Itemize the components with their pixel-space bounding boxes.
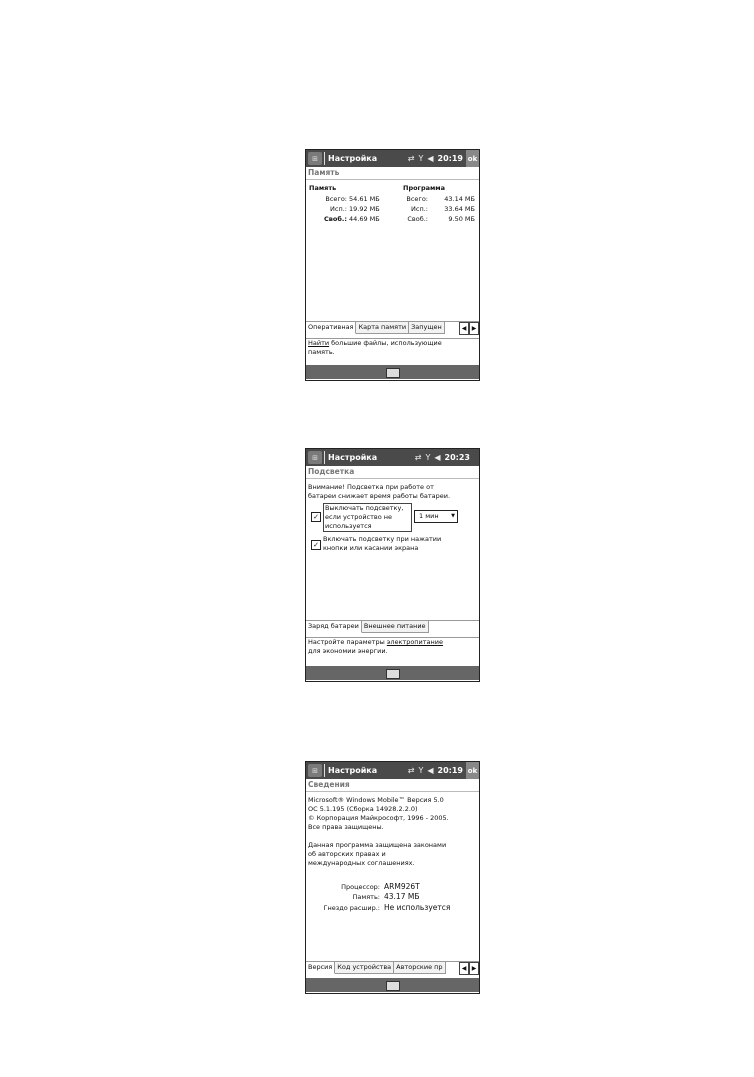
legal-line-3: международных соглашениях. [308, 859, 415, 867]
version-line-2: ОС 5.1.195 (Сборка 14928.2.2.0) [308, 805, 418, 813]
app-title: Настройка [328, 154, 378, 163]
program-title: Программа [403, 184, 446, 192]
signal-icon[interactable]: Y [418, 766, 424, 775]
tab-left-arrow-icon[interactable]: ◀ [459, 322, 469, 335]
signal-icon[interactable]: Y [425, 453, 431, 462]
volume-icon[interactable]: ◀ [427, 154, 434, 163]
processor-label: Процессор: [341, 883, 380, 891]
memory-label: Память: [352, 893, 380, 901]
prog-total-value: 43.14 МБ [444, 195, 475, 203]
note-text: Настройте параметры [308, 638, 387, 646]
divider [324, 152, 325, 165]
connectivity-icon[interactable]: ⇄ [407, 766, 415, 775]
mem-used-value: 19.92 МБ [349, 205, 380, 213]
note-text-2: память. [308, 348, 335, 356]
cb2-line-2: кнопки или касании экрана [323, 544, 419, 552]
timeout-select-value: 1 мин [419, 512, 439, 520]
connectivity-icon[interactable]: ⇄ [414, 453, 422, 462]
cb1-line-1: Выключать подсветку, [325, 504, 404, 512]
tab-ram[interactable]: Оперативная [306, 322, 356, 334]
clock[interactable]: 20:23 [444, 453, 470, 462]
volume-icon[interactable]: ◀ [434, 453, 441, 462]
cb1-line-2: если устройство не [325, 513, 393, 521]
connectivity-icon[interactable]: ⇄ [407, 154, 415, 163]
start-menu-icon[interactable]: ⊞ [308, 152, 322, 165]
mem-total-label: Всего: [325, 195, 347, 203]
note [306, 338, 479, 357]
divider [324, 451, 325, 464]
note [306, 637, 479, 656]
tab-battery[interactable]: Заряд батареи [306, 621, 362, 633]
title-bar [306, 150, 479, 167]
version-line-3: © Корпорация Майкрософт, 1996 - 2005. [308, 814, 449, 822]
legal-line-1: Данная программа защищена законами [308, 841, 447, 849]
prog-used-value: 33.64 МБ [444, 205, 475, 213]
menu-bar [306, 365, 479, 379]
tab-copyrights[interactable]: Авторские пр [394, 962, 445, 974]
memory-value: 43.17 МБ [384, 892, 420, 901]
prog-free-value: 9.50 МБ [448, 215, 475, 223]
prog-total-label: Всего: [406, 195, 428, 203]
mem-free-label: Своб.: [324, 215, 347, 223]
ok-button[interactable]: ok [466, 762, 479, 779]
prog-free-label: Своб.: [407, 215, 428, 223]
chevron-down-icon: ▼ [451, 513, 455, 519]
version-line-1: Microsoft® Windows Mobile™ Версия 5.0 [308, 796, 444, 804]
warning-line-2: батареи снижает время работы батареи. [308, 492, 451, 500]
start-menu-icon[interactable]: ⊞ [308, 764, 322, 777]
tab-left-arrow-icon[interactable]: ◀ [459, 962, 469, 975]
tab-strip [306, 961, 479, 974]
screen-about [305, 761, 480, 994]
menu-bar [306, 978, 479, 992]
tab-strip [306, 321, 479, 334]
power-link[interactable]: электропитание [386, 638, 444, 646]
checkbox-on-press[interactable]: ✓ [311, 540, 321, 550]
mem-free-value: 44.69 МБ [349, 215, 380, 223]
keyboard-icon[interactable] [386, 669, 400, 679]
find-link[interactable]: Найти [308, 339, 330, 347]
note-text: большие файлы, использующие [329, 339, 442, 347]
divider [324, 764, 325, 777]
start-menu-icon[interactable]: ⊞ [308, 451, 322, 464]
clock[interactable]: 20:19 [437, 154, 463, 163]
tab-storage-card[interactable]: Карта памяти [356, 322, 409, 334]
app-title: Настройка [328, 453, 378, 462]
tab-right-arrow-icon[interactable]: ▶ [469, 322, 479, 335]
mem-total-value: 54.61 МБ [349, 195, 380, 203]
tab-version[interactable]: Версия [306, 962, 335, 974]
legal-line-2: об авторских правах и [308, 850, 386, 858]
version-line-4: Все права защищены. [308, 823, 384, 831]
tab-right-arrow-icon[interactable]: ▶ [469, 962, 479, 975]
checkbox-auto-off[interactable]: ✓ [311, 512, 321, 522]
slot-label: Гнездо расшир.: [323, 904, 380, 912]
processor-value: ARM926T [384, 882, 420, 891]
warning-line-1: Внимание! Подсветка при работе от [308, 483, 434, 491]
tab-device-id[interactable]: Код устройства [335, 962, 394, 974]
keyboard-icon[interactable] [386, 981, 400, 991]
ok-button[interactable]: ok [466, 150, 479, 167]
prog-used-label: Исп.: [411, 205, 428, 213]
cb2-line-1: Включать подсветку при нажатии [323, 535, 442, 543]
note-text-2: для экономии энергии. [308, 647, 388, 655]
section-header: Память [306, 167, 479, 180]
mem-used-label: Исп.: [330, 205, 347, 213]
timeout-select[interactable] [414, 510, 458, 523]
tab-external-power[interactable]: Внешнее питание [362, 621, 429, 633]
screen-backlight [305, 448, 480, 682]
cb1-line-3: используется [325, 522, 372, 530]
section-header: Сведения [306, 779, 479, 792]
memory-title: Память [309, 184, 337, 192]
signal-icon[interactable]: Y [418, 154, 424, 163]
slot-value: Не используется [384, 903, 451, 912]
section-header: Подсветка [306, 466, 479, 479]
tab-running[interactable]: Запущен [409, 322, 445, 334]
auto-off-label-box [323, 503, 412, 532]
keyboard-icon[interactable] [386, 368, 400, 378]
menu-bar [306, 666, 479, 680]
tab-strip [306, 620, 479, 633]
title-bar [306, 762, 479, 779]
app-title: Настройка [328, 766, 378, 775]
title-bar [306, 449, 479, 466]
screen-memory [305, 149, 480, 381]
clock[interactable]: 20:19 [437, 766, 463, 775]
volume-icon[interactable]: ◀ [427, 766, 434, 775]
